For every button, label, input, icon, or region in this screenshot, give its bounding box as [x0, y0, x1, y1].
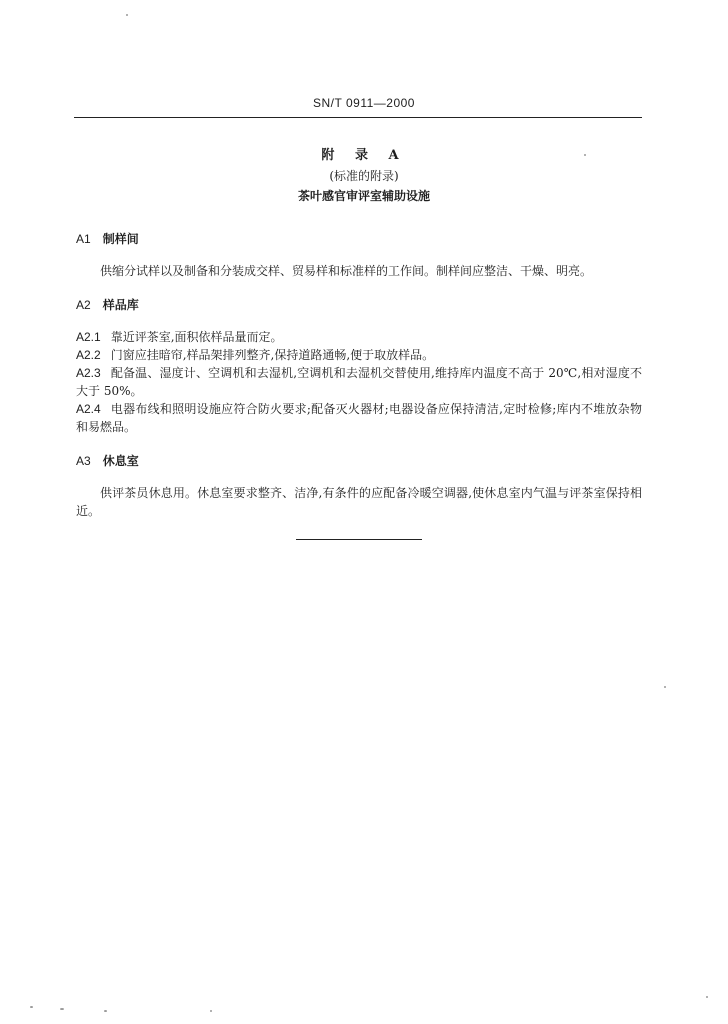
standard-code: SN/T 0911—2000: [313, 96, 415, 110]
scan-speck: [104, 1010, 107, 1012]
clause-text: 配备温、湿度计、空调机和去湿机,空调机和去湿机交替使用,维持库内温度不高于 20℃,相对湿度不大于 50%。: [76, 366, 642, 398]
clause-a2-3: [76, 364, 642, 400]
section-number: A2: [76, 298, 91, 312]
section-heading-a2: [76, 296, 642, 314]
clause-text: 靠近评茶室,面积依样品量而定。: [110, 330, 283, 344]
clause-number: A2.2: [76, 348, 101, 362]
section-a3-text: 供评茶员休息用。休息室要求整齐、洁净,有条件的应配备冷暖空调器,使休息室内气温与评茶室保持相近。: [76, 486, 642, 518]
section-a1-text: 供缩分试样以及制备和分装成交样、贸易样和标准样的工作间。制样间应整洁、干燥、明亮。: [100, 264, 593, 278]
scan-speck: [126, 14, 128, 16]
section-number: A1: [76, 232, 91, 246]
clause-number: A2.1: [76, 330, 101, 344]
clause-a2-4: [76, 400, 642, 436]
clause-number: A2.4: [76, 402, 101, 416]
section-number: A3: [76, 454, 91, 468]
annex-title: 附 录 A: [321, 148, 407, 163]
clause-number: A2.3: [76, 366, 101, 380]
clause-text: 门窗应挂暗帘,样品架排列整齐,保持道路通畅,便于取放样品。: [110, 348, 435, 362]
scan-speck: [706, 996, 708, 998]
scan-speck: [664, 686, 666, 688]
section-title: 制样间: [102, 232, 139, 246]
annex-subtitle: (标准的附录): [329, 169, 399, 183]
annex-title-block: [0, 146, 728, 206]
scan-speck: [30, 1006, 33, 1008]
section-title: 休息室: [102, 454, 139, 468]
clause-text: 电器布线和照明设施应符合防火要求;配备灭火器材;电器设备应保持清洁,定时检修;库内不堆放杂物和易燃品。: [76, 402, 642, 434]
section-heading-a3: [76, 452, 642, 470]
scan-speck: [584, 154, 586, 156]
scan-speck: [60, 1008, 64, 1010]
scan-speck: [210, 1010, 212, 1012]
end-rule: [296, 539, 422, 540]
annex-content: [76, 230, 642, 520]
section-title: 样品库: [102, 298, 139, 312]
clause-a2-2: [76, 346, 642, 364]
clause-a2-1: [76, 328, 642, 346]
section-heading-a1: [76, 230, 642, 248]
header-rule: [74, 117, 642, 118]
annex-name: 茶叶感官审评室辅助设施: [297, 189, 430, 203]
